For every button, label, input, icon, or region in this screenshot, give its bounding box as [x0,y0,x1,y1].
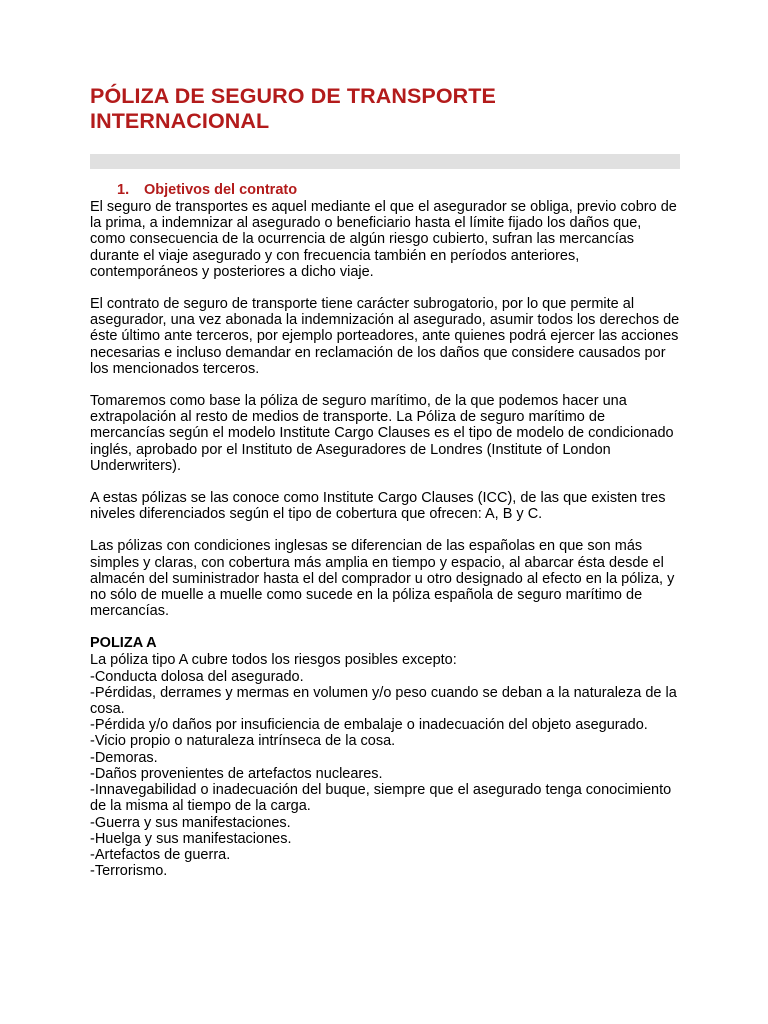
poliza-a-list [90,652,680,879]
section-heading [117,181,680,199]
list-item: -Huelga y sus manifestaciones. [90,830,292,847]
paragraph-3: Tomaremos como base la póliza de seguro marítimo, de la que podemos hacer una extrapolación al resto de medios de transporte. La Póliza de seguro marítimo de mercancías según el modelo Institute Cargo Clauses es el tipo de modelo de condicionado inglés, aprobado por el Instituto de Aseguradores de Londres (Institute of London Underwriters). [90,393,674,474]
list-item: -Innavegabilidad o inadecuación del buque, siempre que el asegurado tenga conocimiento de la misma al tiempo de la carga. [90,782,672,815]
document-page [90,84,680,879]
list-item: -Demoras. [90,749,158,766]
section-title: Objetivos del contrato [144,182,298,198]
paragraph-5: Las pólizas con condiciones inglesas se diferencian de las españolas en que son más simples y claras, con cobertura más amplia en tiempo y espacio, al abarcar ésta desde el almacén del suministrador hasta el del comprador u otro designado al efecto en la póliza, y no sólo de muelle a muelle como sucede en la póliza española de seguro marítimo de mercancías. [90,538,675,620]
list-item: -Pérdida y/o daños por insuficiencia de embalaje o inadecuación del objeto asegurado. [90,717,648,734]
list-item: -Conducta dolosa del asegurado. [90,668,304,685]
title-line-1: PÓLIZA DE SEGURO DE TRANSPORTE [90,84,496,108]
list-item: -Guerra y sus manifestaciones. [90,814,291,831]
paragraph-1: El seguro de transportes es aquel mediante el que el asegurador se obliga, previo cobro de la prima, a indemnizar al asegurado o beneficiario hasta el límite fijado los daños que, como consecuencia de la ocurrencia de algún riesgo cubierto, sufran las mercancías durante el viaje asegurado y con frecuencia también en períodos anteriores, contemporáneos y posteriores a dicho viaje. [90,199,677,280]
poliza-a-intro: La póliza tipo A cubre todos los riesgos posibles excepto: [90,652,457,669]
poliza-a-heading: POLIZA A [90,635,157,652]
list-item: -Daños provenientes de artefactos nucleares. [90,765,383,782]
paragraph-2: El contrato de seguro de transporte tiene carácter subrogatorio, por lo que permite al asegurador, una vez abonada la indemnización al asegurado, asumir todos los derechos de éste último ante terceros, por ejemplo porteadores, ante quienes podrá ejercer las acciones necesarias e incluso demandar en reclamación de los daños que considere causados por los mencionados terceros. [90,296,680,377]
paragraph-4: A estas pólizas se las conoce como Institute Cargo Clauses (ICC), de las que existen tres niveles diferenciados según el tipo de cobertura que ofrecen: A, B y C. [90,490,666,523]
list-item: -Pérdidas, derrames y mermas en volumen y/o peso cuando se deban a la naturaleza de la cosa. [90,684,677,718]
title-line-2: INTERNACIONAL [90,109,270,133]
title-divider-bar [90,154,680,169]
list-item: -Terrorismo. [90,863,168,880]
list-item: -Artefactos de guerra. [90,846,231,863]
section-number: 1. [117,182,130,198]
list-item: -Vicio propio o naturaleza intrínseca de la cosa. [90,733,396,750]
document-title [90,84,680,134]
